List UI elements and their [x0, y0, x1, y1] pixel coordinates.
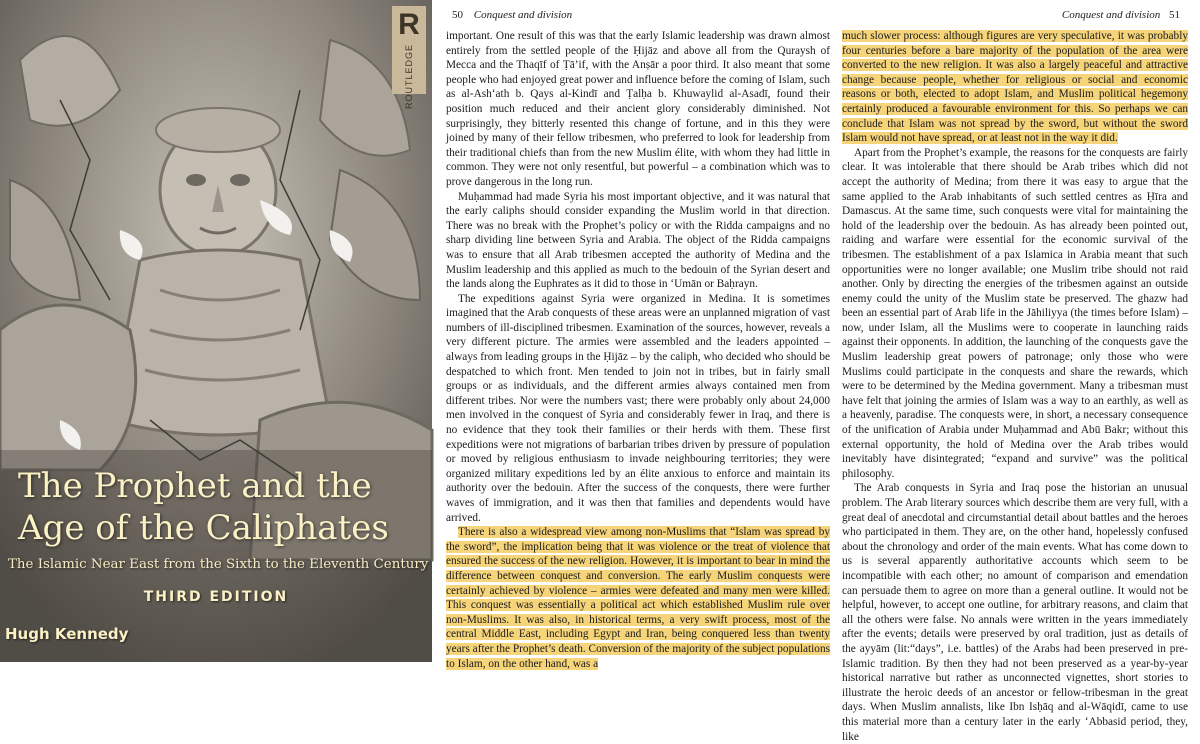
paragraph: [446, 292, 830, 526]
paragraph-text: The expeditions against Syria were organized in Medina. It is sometimes imagined that the Arab conquests of these areas were an unplanned migration of vast numbers of ill-disciplined tribesmen. Examination of the sources, however, reveals a very different picture. The armies were assembled and the leaders appointed – always from leading groups in the Ḥijāz – by the caliph, who decided who should be despatched to which front. Men tended to join not in tribes, but in fairly small groups or as individuals, and the different armies always contained men from different tribes. Nor were the numbers vast; there were probably only about 24,000 men involved in the conquest of Syria and considerably fewer in Iraq, and there is no evidence that they took their families or their herds with them. These first expeditions were not migrations of barbarian tribes driven by pressure of population or moved by religious enthusiasm to invade neighbouring territories; they were organized military expeditions led by an élite anxious to enforce and maintain its authority over the bedouin. After the success of the conquests, there were further waves of immigration, and it was then that families and dependents would have arrived.: [446, 292, 830, 524]
book-edition: THIRD EDITION: [143, 589, 289, 605]
chapter-title: Conquest and division: [1061, 9, 1161, 21]
page-number: 50: [452, 9, 463, 21]
paragraph-text: The Arab conquests in Syria and Iraq pose the historian an unusual problem. The Arab literary sources which describe them are very full, with a great deal of anecdotal and circumstantial detail about battles and the heroes who participated in them. They are, on the other hand, hopelessly confused about the chronology and order of the main events. What has come down to us is several apparently authoritative accounts which seem to be incompatible with each other; no amount of comparison and emendation can persuade them to agree on more than a general outline. It would not be helpful, however, to accept one outline, for arbitrary reasons, and claim that all the others were false. No annals were written in the years immediately after the events; details were preserved by oral tradition, just as details of the ayyām (lit:“days”, i.e. battles) of the Arabs had been preserved in pre-Islamic tradition. By then they had not been preserved as a year-by-year historical narrative but rather as unconnected vignettes, short stories to illustrate the heroic deeds of an ancestor or fellow-tribesman in the great days. When Muslim annalists, like Ibn Isḥāq and al-Wāqidī, came to use this material more than a century later in the early ‘Abbasid period, they, like: [842, 482, 1188, 743]
book-author: Hugh Kennedy: [5, 625, 129, 643]
highlighted-text: There is also a widespread view among non-Muslims that “Islam was spread by the sword”, the implication being that it was violence or the treat of violence that ensured the success of the new religion. However, it is important to bear in mind the difference between conquest and conversion. The early Muslim conquests were certainly achieved by violence – armies were defeated and many men were killed. This conquest was essentially a political act which established Muslim rule over non-Muslims. It was also, in historical terms, a very swift process, most of the central Middle East, including Egypt and Iran, being conquered less than twenty years after the Prophet’s death. Conversion of the majority of the subject populations to Islam, on the other hand, was a: [446, 526, 830, 670]
paragraph: [842, 29, 1188, 146]
book-subtitle: The Islamic Near East from the Sixth to the Eleventh Century: [8, 557, 429, 572]
publisher-badge: [392, 6, 426, 110]
book-title-line1: The Prophet and the: [18, 466, 372, 506]
book-title-line2: Age of the Caliphates: [18, 508, 389, 548]
page-right: [842, 0, 1188, 743]
paragraph: [842, 146, 1188, 482]
paragraph: [842, 481, 1188, 744]
paragraph: [446, 525, 830, 671]
book-cover: [0, 0, 432, 662]
page-left: [446, 0, 830, 670]
book-title: [18, 465, 418, 549]
chapter-title: Conquest and division: [473, 9, 573, 21]
paragraph: [446, 29, 830, 190]
publisher-logo-icon: R: [398, 8, 420, 41]
paragraph: [446, 190, 830, 292]
paragraph-text: Muḥammad had made Syria his most important objective, and it was natural that the early caliphs should consider expanding the Muslim world in that direction. There was no break with the Prophet’s policy or with the Ridda campaigns and no sharp dividing line between Syria and Arabia. The object of the Ridda campaigns was to ensure that all Arab tribesmen accepted the authority of Medina and the Muslim leadership and this applied as much to the bedouin of the Syrian desert and the lands along the Euphrates as it did to those in ‘Umān or Baḥrayn.: [446, 190, 830, 291]
running-head-left: [446, 9, 830, 29]
paragraph-text: Apart from the Prophet’s example, the reasons for the conquests are fairly clear. It was intolerable that there should be Arab tribes which did not accept the authority of Medina; from there it was easy to argue that the same applied to the Arab inhabitants of such settled centres as Ḥīra and Damascus. At the same time, such conquests were vital for maintaining the hold of the leadership over the bedouin. As has already been pointed out, raiding and warfare were essential for the economic survival of the tribesmen. The establishment of a pax Islamica in Arabia meant that such opportunities were no longer available; one Muslim tribe should not raid another. Only by directing the energies of the tribesmen against an outside enemy could the unity of the Muslim state be preserved. The ghazw had been an essential part of Arab life in the Jāhiliyya (the times before Islam) – now, under Islam, all the Muslims were to cooperate in launching raids against their opponents. In addition, the launching of the conquests gave the Muslim leadership great powers of patronage; only those who were Muslims could participate in the conquests and share the rewards, which were to be determined by the Medina government. Many a tribesman must have felt that joining the armies of Islam was a way to an earthly, as well as a heavenly, paradise. The conquests were, in short, a necessary consequence of the unification of Arabia under Muḥammad and Abū Bakr; without this external opportunity, the hold of Medina over the Arab tribes would inevitably have disintegrated; “expand and survive” was the political philosophy.: [842, 146, 1188, 480]
publisher-name: ROUTLEDGE: [404, 44, 414, 110]
page-number: 51: [1169, 9, 1180, 21]
page-body: [446, 29, 830, 671]
paragraph-text: important. One result of this was that the early Islamic leadership was drawn almost entirely from the settled people of the Ḥijāz and above all from the Quraysh of Mecca and the Thaqīf of Ṭā’if, with the Anṣār a poor third. It also meant that some people who had enjoyed great power and influence before the coming of Islam, such as al-Ash‘ath b. Qays al-Kindī and Ṭalḥa b. Khuwaylid al-Asadī, found their position much reduced and their ancient glory considerably diminished. Not surprisingly, they bitterly resented this change of fortune, and in this they were joined by many of their fellow tribesmen, who preferred to look for leadership from their traditional chiefs than from the new Muslim élite, with whom they had little in common. They were not only resentful, but powerful – a combination which was to prove dangerous in the long run.: [446, 30, 830, 188]
highlighted-text: much slower process: although figures are very speculative, it was probably four centuries before a bare majority of the population of the area were converted to the new religion. It was also a largely peaceful and attractive change because people, whether for religious or social and economic reasons or both, elected to adopt Islam, and Muslim political hegemony certainly produced a favourable environment for this. So perhaps we can conclude that Islam was not spread by the sword, but without the sword Islam would not have spread, or at least not in the way it did.: [842, 30, 1188, 145]
page-body: [842, 29, 1188, 744]
running-head-right: [842, 9, 1188, 29]
